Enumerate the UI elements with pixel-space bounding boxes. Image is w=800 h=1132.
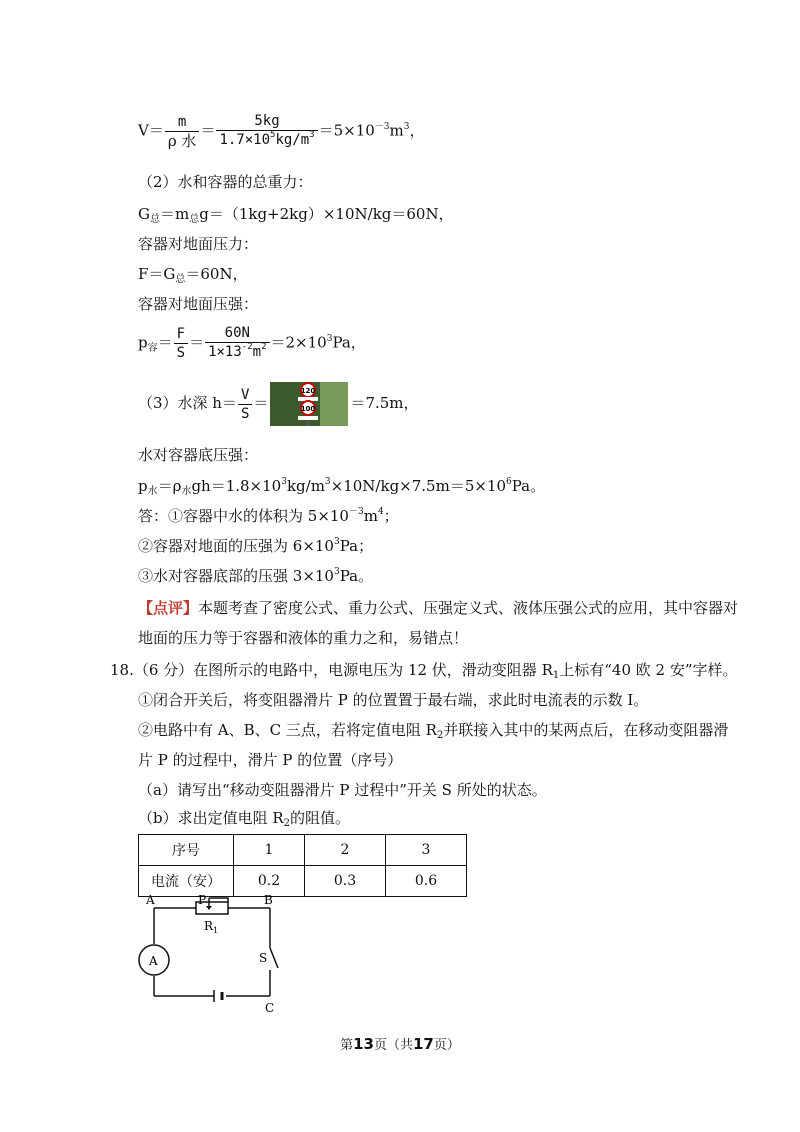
q18-line-1: 18.（6 分）在图所示的电路中，电源电压为 12 伏，滑动变阻器 $R_1$上标有“40 欧 2 安”字样。 [110,661,738,681]
table-row [139,835,467,866]
total-pages: 17 [413,1035,434,1053]
point-c-label: C [265,1001,275,1015]
q18-part-b: （b）求出定值电阻 $R_2$的阻值。 [138,809,351,829]
force-eq: $F=G_总=60N$， [138,265,248,285]
pressure-label: 容器对地面压强： [138,295,259,313]
container-pressure-eq: $p_容=$ $\frac{F}{S}$ ＝ $\frac{60N}{1\times 13^{-2}m^2}$ $=2\times 10^3Pa$， [138,325,366,361]
total-gravity-eq: $G_总=m_总g=(1kg+2kg)\times 10N/kg=60N$， [138,205,454,225]
speed-sign-icon [270,382,348,426]
svg-text:100: 100 [301,405,316,413]
review-line-1: 【点评】本题考查了密度公式、重力公式、压强定义式、液体压强公式的应用，其中容器对 [138,599,739,617]
review-tag: 【点评】 [138,599,199,617]
table-header-cell: 序号 [139,835,234,866]
resistor-label: R [204,919,214,933]
q18-item-1: ①闭合开关后，将变阻器滑片 P 的位置置于最右端，求此时电流表的示数 I。 [138,691,649,709]
q18-item-2-cont: 片 P 的过程中，滑片 P 的位置（序号） [138,751,403,769]
current-table [138,834,467,897]
fraction-m-over-rho: $\frac{m}{\text{ρ 水}}$ [165,113,200,150]
part2-heading: （2）水和容器的总重力： [138,173,313,191]
answer-2: ②容器对地面的压强为 $6\times 10^3Pa$； [138,537,374,555]
table-cell: 0.6 [386,866,467,897]
answer-1: 答：①容器中水的体积为 $5\times 10^{-3}m^4$； [138,507,399,525]
water-pressure-eq: $p_水=\rho_水gh=1.8\times 10^3kg/m^3\times 10N/kg\times 7.5m=5\times 10^6Pa$。 [138,477,546,497]
fraction-f-over-s: $\frac{F}{S}$ [174,325,188,362]
volume-formula: V＝ $\frac{m}{\text{ρ 水}}$ ＝ $\frac{5kg}{1.7\times 10^5kg/m^3}$ $=5\times 10^{-3}m^3$， [138,113,425,150]
q18-part-a: （a）请写出“移动变阻器滑片 P 过程中”开关 S 所处的状态。 [138,781,547,799]
resistor-subscript: 1 [213,926,219,935]
fraction-force-over-area: $\frac{60N}{1\times 13^{-2}m^2}$ [205,324,269,363]
page-footer: 第13页（共17页） [340,1035,460,1053]
table-header-cell: 1 [234,835,305,866]
switch-s-label: S [259,951,268,965]
table-cell: 0.3 [305,866,386,897]
fraction-v-over-s: $\frac{V}{S}$ [238,386,252,423]
table-header-cell: 3 [386,835,467,866]
speed-sign-image [270,382,348,426]
point-b-label: B [264,894,273,907]
ammeter-icon: A [149,954,158,968]
table-cell: 电流（安） [139,866,234,897]
table-header-cell: 2 [305,835,386,866]
table-row [139,866,467,897]
water-pressure-label: 水对容器底压强： [138,446,259,464]
answer-3: ③水对容器底部的压强 $3\times 10^3Pa$。 [138,567,374,585]
q18-item-2: ②电路中有 A、B、C 三点，若将定值电阻 $R_2$并联接入其中的某两点后，在移动变阻器滑 [138,721,729,741]
svg-text:120: 120 [301,387,316,395]
slider-p-label: P [198,894,207,907]
circuit-diagram [136,894,296,1018]
fraction-mass-over-density: $\frac{5kg}{1.7\times 10^5kg/m^3}$ [216,112,317,151]
page-number: 13 [353,1035,374,1053]
water-depth-eq: （3）水深 h＝ $\frac{V}{S}$ ＝ 120 100 ＝7.5m， [138,382,419,426]
point-a-label: A [146,894,155,907]
table-cell: 0.2 [234,866,305,897]
review-line-2: 地面的压力等于容器和液体的重力之和，易错点！ [138,629,469,647]
pressure-force-label: 容器对地面压力： [138,235,259,253]
